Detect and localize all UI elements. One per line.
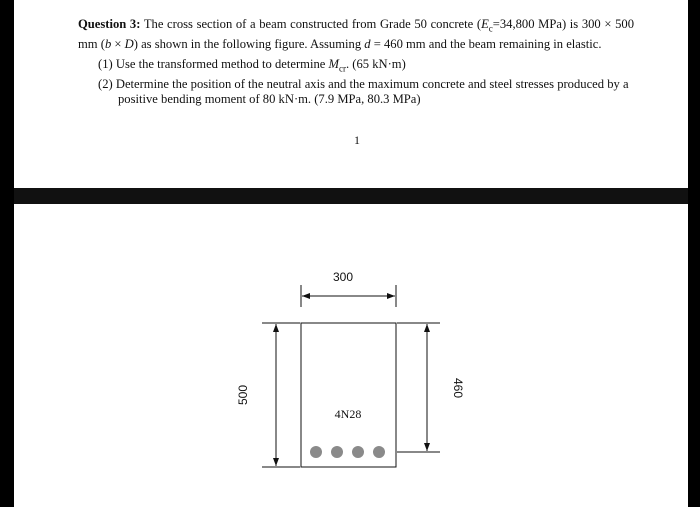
rebar-bar (352, 446, 364, 458)
question-item-2 (78, 77, 634, 108)
intro-text-2b: ) as shown in the following figure. Assuming (133, 37, 365, 52)
beam-cross-section-figure (14, 204, 688, 507)
d-symbol: d (364, 37, 371, 52)
question-text (78, 17, 634, 108)
intro-text-1: The cross section of a beam constructed from Grade 50 concrete ( (140, 17, 482, 31)
m-symbol: M (328, 56, 339, 71)
width-label: 300 (332, 270, 354, 284)
question-item-1 (78, 57, 634, 77)
times-symbol: × (111, 37, 125, 52)
height-label: 500 (236, 384, 250, 406)
beam-section-rect (301, 323, 396, 467)
ec-symbol: E (481, 17, 489, 31)
depth-dimension (397, 323, 465, 452)
intro-text-1b: =34,800 MPa) is (492, 17, 579, 31)
m-subscript: cr (338, 63, 346, 74)
page-divider (14, 188, 688, 204)
height-dimension (236, 323, 300, 467)
item-2-text: Determine the position of the neutral axis and the maximum concrete and steel stresses produced by a positive bending moment of 80 kN·m. (7.9 MPa, 80.3 MPa) (115, 76, 629, 107)
b-symbol: b (104, 37, 112, 52)
ec-subscript: c (488, 23, 493, 34)
width-dimension (301, 270, 396, 307)
intro-text-3: remaining in elastic. (499, 37, 602, 52)
question-label: Question 3: (78, 17, 141, 31)
intro-text-2c: = 460 mm and the beam (370, 37, 496, 52)
item-1-number: (1) (98, 56, 116, 71)
item-1-answer: . (65 kN·m) (345, 56, 406, 71)
rebar-label: 4N28 (334, 407, 362, 421)
figure-page (14, 204, 688, 507)
rebar-bar (310, 446, 322, 458)
question-items (78, 57, 634, 108)
depth-label: 460 (451, 377, 465, 399)
question-intro (78, 17, 634, 53)
item-1-text: Use the transformed method to determine (115, 56, 329, 71)
intro-text-2: 300 × 500 mm ( (78, 17, 634, 52)
question-page (14, 0, 688, 188)
item-2-number: (2) (98, 76, 116, 91)
D-symbol: D (124, 37, 134, 52)
page-number: 1 (354, 133, 360, 147)
rebar-bar (331, 446, 343, 458)
rebar-bar (373, 446, 385, 458)
